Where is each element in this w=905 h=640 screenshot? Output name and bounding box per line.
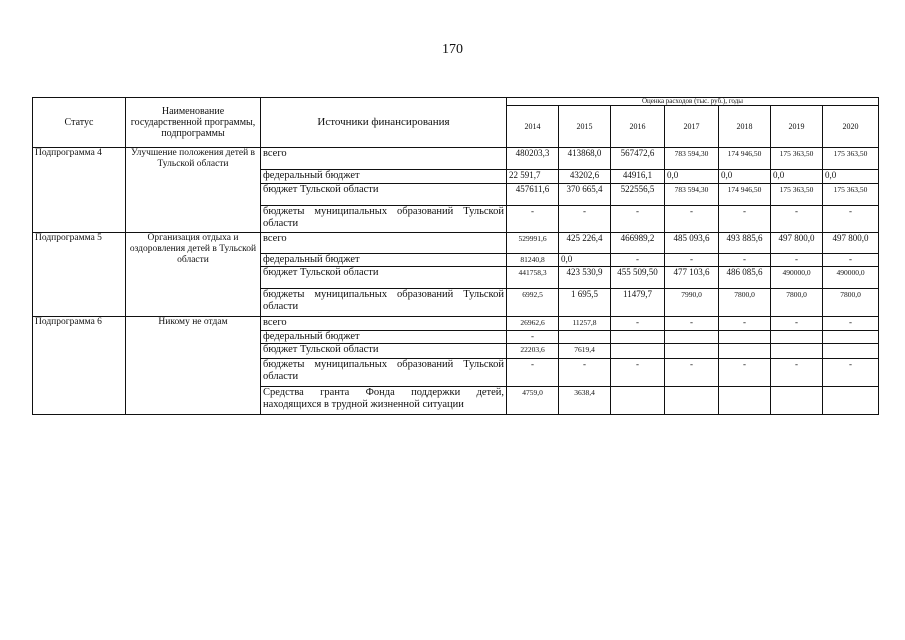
header-year: 2019	[771, 106, 823, 148]
header-status: Статус	[33, 98, 126, 148]
value-cell: 44916,1	[611, 170, 665, 184]
value-cell: 7800,0	[823, 289, 879, 317]
value-cell: 4759,0	[507, 387, 559, 415]
value-cell	[665, 344, 719, 359]
program-name-cell: Организация отдыха и оздоровления детей в Тульской области	[126, 233, 261, 317]
value-cell: 81240,8	[507, 254, 559, 267]
value-cell: 497 800,0	[771, 233, 823, 254]
source-cell: федеральный бюджет	[261, 254, 507, 267]
value-cell: 480203,3	[507, 148, 559, 170]
source-cell: бюджеты муниципальных образований Тульской области	[261, 289, 507, 317]
header-expenses-group: Оценка расходов (тыс. руб.), годы	[507, 98, 879, 106]
value-cell: -	[719, 359, 771, 387]
source-cell: всего	[261, 233, 507, 254]
source-cell: всего	[261, 148, 507, 170]
value-cell: -	[771, 254, 823, 267]
value-cell	[665, 387, 719, 415]
value-cell: -	[665, 254, 719, 267]
value-cell: 370 665,4	[559, 184, 611, 206]
value-cell: 466989,2	[611, 233, 665, 254]
value-cell: 485 093,6	[665, 233, 719, 254]
source-cell: бюджет Тульской области	[261, 267, 507, 289]
budget-table	[32, 97, 879, 415]
value-cell: 175 363,50	[823, 184, 879, 206]
value-cell: 490000,0	[771, 267, 823, 289]
value-cell: 441758,3	[507, 267, 559, 289]
value-cell: 6992,5	[507, 289, 559, 317]
header-year: 2020	[823, 106, 879, 148]
value-cell: 0,0	[771, 170, 823, 184]
value-cell: 423 530,9	[559, 267, 611, 289]
status-cell: Подпрограмма 4	[33, 148, 126, 233]
value-cell: 174 946,50	[719, 148, 771, 170]
source-cell: федеральный бюджет	[261, 331, 507, 344]
value-cell: 7800,0	[771, 289, 823, 317]
value-cell	[823, 387, 879, 415]
source-cell: федеральный бюджет	[261, 170, 507, 184]
value-cell: 783 594,30	[665, 184, 719, 206]
value-cell: -	[823, 254, 879, 267]
value-cell	[771, 344, 823, 359]
status-cell: Подпрограмма 5	[33, 233, 126, 317]
value-cell: 425 226,4	[559, 233, 611, 254]
value-cell: -	[823, 206, 879, 233]
value-cell: 413868,0	[559, 148, 611, 170]
table-row	[33, 233, 879, 254]
value-cell	[559, 331, 611, 344]
value-cell: 457611,6	[507, 184, 559, 206]
value-cell	[719, 331, 771, 344]
value-cell: -	[665, 317, 719, 331]
value-cell	[823, 331, 879, 344]
value-cell: 7619,4	[559, 344, 611, 359]
value-cell	[719, 344, 771, 359]
value-cell: 0,0	[559, 254, 611, 267]
value-cell	[771, 331, 823, 344]
value-cell: 0,0	[823, 170, 879, 184]
page-number: 170	[442, 42, 463, 57]
source-cell: бюджеты муниципальных образований Тульской области	[261, 206, 507, 233]
value-cell: -	[559, 359, 611, 387]
value-cell	[771, 387, 823, 415]
value-cell: -	[823, 359, 879, 387]
source-cell: всего	[261, 317, 507, 331]
value-cell: 486 085,6	[719, 267, 771, 289]
value-cell: 477 103,6	[665, 267, 719, 289]
value-cell: 783 594,30	[665, 148, 719, 170]
program-name-cell: Улучшение положения детей в Тульской области	[126, 148, 261, 233]
header-year: 2014	[507, 106, 559, 148]
value-cell: -	[611, 206, 665, 233]
value-cell: 455 509,50	[611, 267, 665, 289]
value-cell	[611, 331, 665, 344]
value-cell: 522556,5	[611, 184, 665, 206]
value-cell: 7800,0	[719, 289, 771, 317]
value-cell: 0,0	[665, 170, 719, 184]
header-year: 2017	[665, 106, 719, 148]
table-row	[33, 148, 879, 170]
value-cell: -	[507, 359, 559, 387]
value-cell	[665, 331, 719, 344]
header-program-name: Наименование государственной программы, подпрограммы	[126, 98, 261, 148]
value-cell: 1 695,5	[559, 289, 611, 317]
value-cell: 490000,0	[823, 267, 879, 289]
status-cell: Подпрограмма 6	[33, 317, 126, 415]
header-year: 2015	[559, 106, 611, 148]
value-cell: 175 363,50	[823, 148, 879, 170]
value-cell: 175 363,50	[771, 148, 823, 170]
source-cell: бюджет Тульской области	[261, 184, 507, 206]
value-cell: 493 885,6	[719, 233, 771, 254]
program-name-cell: Никому не отдам	[126, 317, 261, 415]
value-cell: 11479,7	[611, 289, 665, 317]
value-cell: 26962,6	[507, 317, 559, 331]
header-year: 2018	[719, 106, 771, 148]
value-cell: -	[507, 206, 559, 233]
value-cell: -	[507, 331, 559, 344]
value-cell: -	[665, 359, 719, 387]
value-cell: 7990,0	[665, 289, 719, 317]
value-cell: -	[771, 359, 823, 387]
value-cell: 497 800,0	[823, 233, 879, 254]
source-cell: Средства гранта Фонда поддержки детей, находящихся в трудной жизненной ситуации	[261, 387, 507, 415]
source-cell: бюджет Тульской области	[261, 344, 507, 359]
value-cell: -	[771, 206, 823, 233]
value-cell: -	[611, 317, 665, 331]
value-cell: -	[559, 206, 611, 233]
value-cell: 22203,6	[507, 344, 559, 359]
value-cell: -	[719, 317, 771, 331]
value-cell: 175 363,50	[771, 184, 823, 206]
value-cell	[611, 344, 665, 359]
source-cell: бюджеты муниципальных образований Тульской области	[261, 359, 507, 387]
value-cell: -	[719, 254, 771, 267]
value-cell	[823, 344, 879, 359]
value-cell	[719, 387, 771, 415]
value-cell: 567472,6	[611, 148, 665, 170]
value-cell: 0,0	[719, 170, 771, 184]
table-row	[33, 317, 879, 331]
value-cell: -	[719, 206, 771, 233]
value-cell	[611, 387, 665, 415]
value-cell: -	[823, 317, 879, 331]
header-year: 2016	[611, 106, 665, 148]
value-cell: 174 946,50	[719, 184, 771, 206]
value-cell: -	[611, 359, 665, 387]
value-cell: -	[771, 317, 823, 331]
value-cell: 3638,4	[559, 387, 611, 415]
value-cell: 11257,8	[559, 317, 611, 331]
value-cell: -	[611, 254, 665, 267]
value-cell: 529991,6	[507, 233, 559, 254]
value-cell: -	[665, 206, 719, 233]
header-sources: Источники финансирования	[261, 98, 507, 148]
value-cell: 22 591,7	[507, 170, 559, 184]
value-cell: 43202,6	[559, 170, 611, 184]
